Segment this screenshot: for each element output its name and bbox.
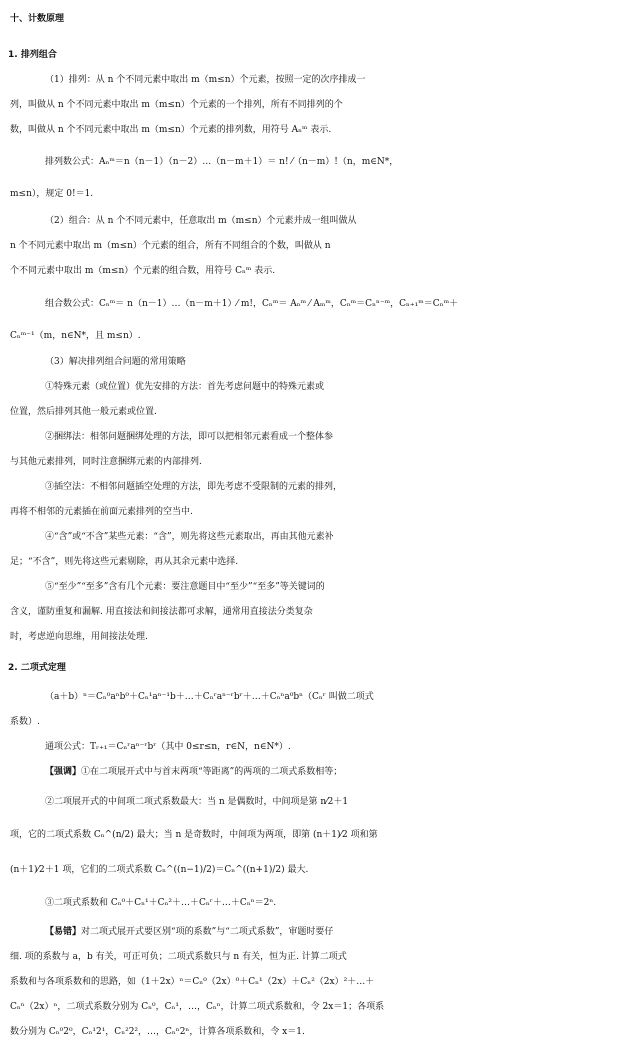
combination-formula-line: Cₙᵐ⁻¹（m，n∈N*，且 m≤n）.: [10, 331, 141, 341]
permutation-definition-line: 数，叫做从 n 个不同元素中取出 m（m≤n）个元素的排列数，用符号 Aₙᵐ 表示.: [10, 125, 332, 135]
emphasis-note-line: [45, 762, 632, 782]
emphasis-note-line: 项，它的二项式系数 Cₙ^(n/2) 最大；当 n 是奇数时，中间项为两项，即第 (n＋1)⁄2 项和第: [10, 830, 378, 840]
emphasis-note-line: (n＋1)⁄2＋1 项，它们的二项式系数 Cₙ^((n−1)/2)＝Cₙ^((n+1)/2) 最大.: [10, 865, 309, 875]
section-heading-permutation-combination: 1. 排列组合: [8, 50, 57, 60]
error-note-line: 系数和与各项系数和的思路，如（1＋2x）ⁿ＝Cₙ⁰（2x）⁰＋Cₙ¹（2x）＋Cₙ²（2x）²＋…＋: [10, 977, 375, 987]
permutation-formula-line: 排列数公式：Aₙᵐ＝n（n－1）（n－2）…（n－m＋1）＝ n! ⁄（n－m）!（n，m∈N*，: [45, 157, 399, 167]
combination-definition-line: n 个不同元素中取出 m（m≤n）个元素的组合，所有不同组合的个数，叫做从 n: [10, 241, 331, 251]
permutation-definition-line: （1）排列：从 n 个不同元素中取出 m（m≤n）个元素，按照一定的次序排成一: [45, 75, 366, 85]
strategy-line: ⑤“至少”“至多”含有几个元素：要注意题目中“至少”“至多”等关键词的: [45, 582, 325, 592]
strategy-line: 位置，然后排列其他一般元素或位置.: [10, 407, 157, 417]
permutation-formula-line: m≤n），规定 0!＝1.: [10, 189, 94, 199]
strategy-line: 再将不相邻的元素插在前面元素排列的空当中.: [10, 507, 193, 517]
emphasis-note-line: ③二项式系数和 Cₙ⁰＋Cₙ¹＋Cₙ²＋…＋Cₙʳ＋…＋Cₙⁿ＝2ⁿ.: [45, 898, 277, 908]
error-note-line: 数分别为 Cₙ⁰2⁰，Cₙ¹2¹，Cₙ²2²，…，Cₙⁿ2ⁿ，计算各项系数和，令 x＝1.: [10, 1027, 305, 1037]
error-text: 对二项式展开式要区别“项的系数”与“二项式系数”，审题时要仔: [81, 927, 334, 937]
permutation-definition-line: 列，叫做从 n 个不同元素中取出 m（m≤n）个元素的一个排列，所有不同排列的个: [10, 100, 343, 110]
strategy-line: ②捆绑法：相邻问题捆绑处理的方法，即可以把相邻元素看成一个整体参: [45, 432, 334, 442]
strategy-line: 含义，谨防重复和漏解. 用直接法和间接法都可求解，通常用直接法分类复杂: [10, 607, 313, 617]
emphasis-note-line: ②二项展开式的中间项二项式系数最大：当 n 是偶数时，中间项是第 n⁄2＋1: [45, 797, 349, 807]
combination-definition-line: （2）组合：从 n 个不同元素中，任意取出 m（m≤n）个元素并成一组叫做从: [45, 216, 357, 226]
general-term-formula: 通项公式：Tᵣ₊₁＝Cₙʳaⁿ⁻ʳbʳ（其中 0≤r≤n，r∈N，n∈N*）.: [45, 742, 291, 752]
error-note-line: [45, 922, 632, 942]
error-note-line: Cₙⁿ（2x）ⁿ，二项式系数分别为 Cₙ⁰，Cₙ¹，…，Cₙⁿ，计算二项式系数和，令 2x＝1；各项系: [10, 1002, 385, 1012]
strategies-title: （3）解决排列组合问题的常用策略: [45, 357, 186, 367]
binomial-expansion-line: 系数）.: [10, 717, 40, 727]
combination-formula-line: 组合数公式：Cₙᵐ＝ n（n－1）…（n－m＋1）⁄ m!，Cₙᵐ＝ Aₙᵐ ⁄ Aₘᵐ，Cₙᵐ＝Cₙⁿ⁻ᵐ，Cₙ₊₁ᵐ＝Cₙᵐ＋: [45, 299, 459, 309]
error-label: 【易错】: [45, 927, 82, 937]
emphasis-text: ①在二项展开式中与首末两项“等距离”的两项的二项式系数相等；: [81, 767, 343, 777]
combination-definition-line: 个不同元素中取出 m（m≤n）个元素的组合数，用符号 Cₙᵐ 表示.: [10, 266, 276, 276]
strategy-line: 足；“不含”，则先将这些元素剔除，再从其余元素中选择.: [10, 557, 239, 567]
section-heading-binomial-theorem: 2. 二项式定理: [8, 663, 66, 673]
strategy-line: 与其他元素排列，同时注意捆绑元素的内部排列.: [10, 457, 202, 467]
error-note-line: 细. 项的系数与 a，b 有关，可正可负；二项式系数只与 n 有关，恒为正. 计算二项式: [10, 952, 347, 962]
strategy-line: ④“含”或“不含”某些元素：“含”，则先将这些元素取出，再由其他元素补: [45, 532, 334, 542]
strategy-line: 时，考虑逆向思维，用间接法处理.: [10, 632, 148, 642]
strategy-line: ①特殊元素（或位置）优先安排的方法：首先考虑问题中的特殊元素或: [45, 382, 325, 392]
emphasis-label: 【强调】: [45, 767, 82, 777]
binomial-expansion-line: （a＋b）ⁿ＝Cₙ⁰aⁿb⁰＋Cₙ¹aⁿ⁻¹b＋…＋Cₙʳaⁿ⁻ʳbʳ＋…＋Cₙⁿa⁰bⁿ（Cₙʳ 叫做二项式: [45, 692, 374, 702]
strategy-line: ③插空法：不相邻问题插空处理的方法，即先考虑不受限制的元素的排列，: [45, 482, 343, 492]
chapter-title: 十、计数原理: [10, 14, 65, 24]
